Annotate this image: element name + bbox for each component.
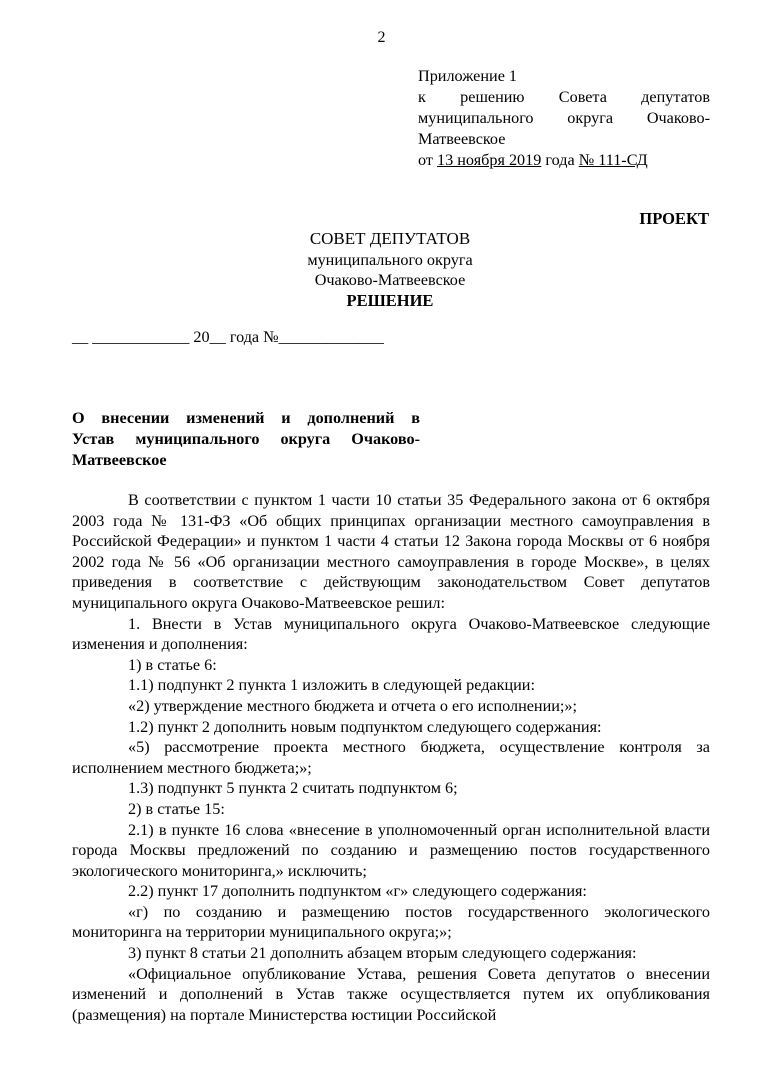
- decision-title: РЕШЕНИЕ: [346, 291, 434, 310]
- document-header: [0, 228, 763, 311]
- appendix-district-line: Матвеевское: [418, 130, 506, 148]
- subject-line-1: О внесении изменений и дополнений в: [72, 409, 420, 427]
- body-paragraph: «5) рассмотрение проекта местного бюджета, осуществление контроля за исполнением местного бюджета;»;: [72, 738, 710, 777]
- appendix-number-value: № 111-СД: [578, 151, 648, 169]
- body-paragraph: 1.1) подпункт 2 пункта 1 изложить в следующей редакции:: [128, 676, 535, 695]
- council-title: СОВЕТ ДЕПУТАТОВ: [309, 229, 471, 248]
- body-paragraph: «Официальное опубликование Устава, решения Совета депутатов о внесении изменений и дополнений в Устав также осуществляется путем их опубликования (размещения) на портале Министерства юстиции Российской: [72, 964, 710, 1024]
- page-number: 2: [377, 29, 386, 46]
- body-paragraph: В соответствии с пунктом 1 части 10 статьи 35 Федерального закона от 6 октября 2003 года № 131-ФЗ «Об общих принципах организации местного самоуправления в Российской Федерации» и пунктом 1 части 4 статьи 12 Закона города Москвы от 6 ноября 2002 года № 56 «Об организации местного самоуправления в городе Москве», в целях приведения в соответствие с действующим законодательством Совет депутатов муниципального округа Очаково-Матвеевское решил:: [72, 491, 710, 612]
- appendix-decision-line: к решению Совета депутатов: [418, 88, 710, 106]
- decision-subject: [72, 408, 420, 471]
- subject-line-2: Устав муниципального округа Очаково-: [72, 430, 420, 448]
- appendix-title: Приложение 1: [418, 67, 518, 85]
- body-paragraph: «г) по созданию и размещению постов государственного экологического мониторинга на территории муниципального округа;»;: [72, 902, 710, 942]
- body-paragraph: 1.3) подпункт 5 пункта 2 считать подпунктом 6;: [128, 779, 458, 798]
- body-paragraph: 2) в статье 15:: [128, 799, 225, 818]
- body-paragraph: 3) пункт 8 статьи 21 дополнить абзацем вторым следующего содержания:: [128, 944, 637, 963]
- date-number-line: __ ____________ 20__ года №_____________: [72, 328, 384, 346]
- document-body: [72, 490, 710, 1025]
- body-paragraph: 1) в статье 6:: [128, 655, 217, 674]
- subject-line-3: Матвеевское: [72, 451, 167, 469]
- district-line: Очаково-Матвеевское: [314, 271, 466, 289]
- appendix-date-value: 13 ноября 2019: [437, 151, 542, 169]
- project-label: ПРОЕКТ: [639, 209, 709, 228]
- body-paragraph: 2.1) в пункте 16 слова «внесение в уполномоченный орган исполнительной власти города Москвы предложений по созданию и размещению постов государственного экологического мониторинга,» исключить;: [72, 820, 710, 880]
- body-paragraph: 2.2) пункт 17 дополнить подпунктом «г» следующего содержания:: [128, 882, 587, 901]
- body-paragraph: 1.2) пункт 2 дополнить новым подпунктом следующего содержания:: [128, 717, 602, 736]
- body-paragraph: 1. Внести в Устав муниципального округа Очаково-Матвеевское следующие изменения и дополнения:: [72, 614, 710, 654]
- appendix-date-mid: года: [541, 151, 579, 169]
- appendix-date-line: [418, 150, 710, 171]
- appendix-municipality-line: муниципального округа Очаково-: [418, 109, 710, 127]
- municipality-line: муниципального округа: [307, 251, 473, 269]
- appendix-block: [418, 66, 710, 171]
- body-paragraph: «2) утверждение местного бюджета и отчета о его исполнении;»;: [128, 696, 577, 715]
- appendix-date-prefix: от: [418, 151, 438, 169]
